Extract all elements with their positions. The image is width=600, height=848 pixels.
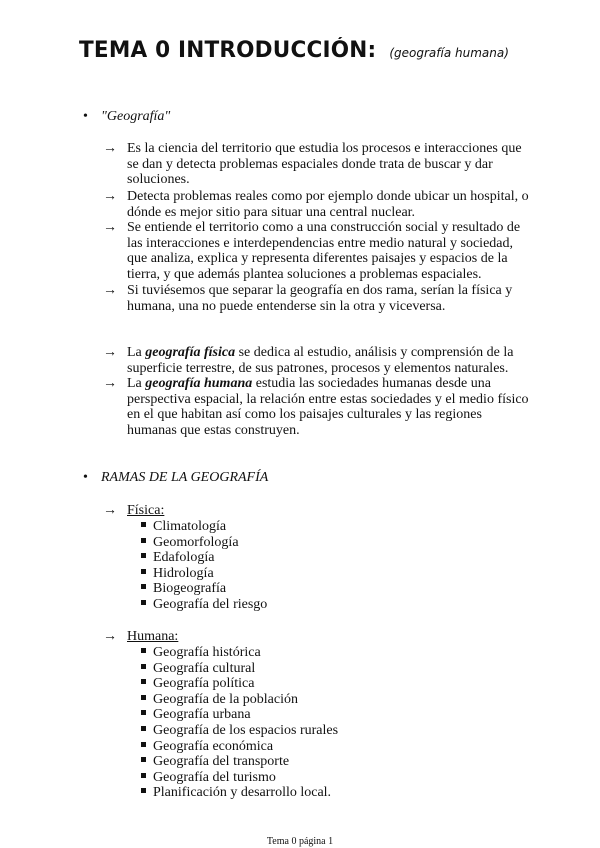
list-item [141, 754, 338, 770]
list-item-text: Geografía cultural [153, 660, 256, 676]
list-item [141, 581, 267, 597]
section-heading-geografia [83, 109, 170, 125]
list-item [141, 566, 267, 582]
list-item-text [127, 376, 533, 438]
list-item-text: Edafología [153, 550, 215, 566]
list-item-text: Geografía política [153, 676, 255, 692]
arrow-icon: → [103, 189, 117, 204]
bullet-icon: • [83, 109, 88, 124]
list-item [103, 141, 533, 188]
square-bullet-icon [141, 600, 146, 605]
square-bullet-icon [141, 522, 146, 527]
square-bullet-icon [141, 664, 146, 669]
bold-term: geografía humana [145, 376, 253, 391]
page-footer: Tema 0 página 1 [266, 836, 334, 847]
square-bullet-icon [141, 773, 146, 778]
bold-term: geografía física [145, 345, 236, 360]
list-item-text: Climatología [153, 519, 227, 534]
fisica-list [141, 519, 267, 613]
list-item [103, 189, 533, 220]
square-bullet-icon [141, 788, 146, 793]
list-item [141, 519, 267, 535]
text-rest: estudia las sociedades humanas desde una perspectiva espacial, la relación entre estas sociedades y el medio físico en el que habitan así como los paisajes culturales y las regiones humanas que estas construyen. [127, 376, 529, 438]
bullet-icon: • [83, 470, 88, 485]
square-bullet-icon [141, 648, 146, 653]
document-title-row [76, 38, 509, 63]
square-bullet-icon [141, 757, 146, 762]
list-item [141, 676, 338, 692]
square-bullet-icon [141, 553, 146, 558]
list-item-text: Si tuviésemos que separar la geografía en dos rama, serían la física y humana, una no puede entenderse sin la otra y viceversa. [127, 283, 513, 314]
square-bullet-icon [141, 710, 146, 715]
square-bullet-icon [141, 679, 146, 684]
square-bullet-icon [141, 695, 146, 700]
list-item-text: Biogeografía [153, 581, 227, 597]
square-bullet-icon [141, 569, 146, 574]
list-item-text: Geografía de la población [153, 691, 298, 707]
list-item [141, 785, 338, 801]
text-prefix: La [127, 345, 146, 360]
document-subtitle: (geografía humana) [389, 46, 509, 60]
section-heading-text: "Geografía" [101, 109, 171, 124]
list-item-text: Geomorfología [153, 534, 239, 550]
section-heading-ramas [83, 470, 268, 486]
list-item-geografia-humana [103, 376, 533, 438]
list-item [141, 692, 338, 708]
list-item-text: Detecta problemas reales como por ejemplo donde ubicar un hospital, o dónde es mejor sitio para situar una central nuclear. [127, 189, 529, 220]
branch-label-text: Física: [127, 503, 165, 518]
list-item-text: Geografía de los espacios rurales [153, 722, 339, 738]
list-item [141, 535, 267, 551]
list-item [141, 645, 338, 661]
list-item-text: Geografía del turismo [153, 769, 276, 785]
square-bullet-icon [141, 726, 146, 731]
list-item-text: Geografía económica [153, 738, 274, 754]
list-item [141, 550, 267, 566]
branch-label-fisica [103, 503, 533, 519]
document-title: TEMA 0 INTRODUCCIÓN: [79, 38, 377, 63]
list-item [141, 739, 338, 755]
humana-list [141, 645, 338, 801]
list-item-text: Geografía del riesgo [153, 596, 268, 612]
list-item-text: Geografía histórica [153, 645, 261, 660]
arrow-icon: → [103, 376, 117, 391]
square-bullet-icon [141, 538, 146, 543]
list-item-text: Se entiende el territorio como a una construcción social y resultado de las interacciones e interdependencias entre medio natural y sociedad, que analiza, explica y representa diferentes paisajes y espacios de la tierra, y que además plantea soluciones a problemas espaciales. [127, 220, 521, 282]
arrow-icon: → [103, 141, 117, 156]
branch-label-humana [103, 629, 533, 645]
text-rest: se dedica al estudio, análisis y comprensión de la superficie terrestre, de sus patrones, procesos y elementos naturales. [127, 345, 514, 376]
list-item [141, 723, 338, 739]
list-item [103, 283, 533, 314]
branch-label-text: Humana: [127, 629, 179, 644]
list-item [141, 661, 338, 677]
section-heading-text: RAMAS DE LA GEOGRAFÍA [101, 470, 269, 485]
arrow-icon: → [103, 283, 117, 298]
square-bullet-icon [141, 742, 146, 747]
list-item [141, 707, 338, 723]
list-item [141, 770, 338, 786]
list-item-text: Planificación y desarrollo local. [153, 785, 332, 801]
arrow-icon: → [103, 503, 117, 518]
square-bullet-icon [141, 584, 146, 589]
list-item-geografia-fisica [103, 345, 533, 376]
list-item-text: Geografía urbana [153, 707, 251, 723]
list-item-text: Geografía del transporte [153, 754, 290, 770]
list-item [141, 597, 267, 613]
list-item-text [127, 345, 533, 376]
list-item-text: Hidrología [153, 565, 214, 581]
list-item-text: Es la ciencia del territorio que estudia los procesos e interacciones que se dan y detecta problemas espaciales donde trata de buscar y dar soluciones. [127, 141, 522, 187]
arrow-icon: → [103, 629, 117, 644]
list-item [103, 220, 533, 282]
arrow-icon: → [103, 345, 117, 360]
text-prefix: La [127, 376, 146, 391]
arrow-icon: → [103, 220, 117, 235]
